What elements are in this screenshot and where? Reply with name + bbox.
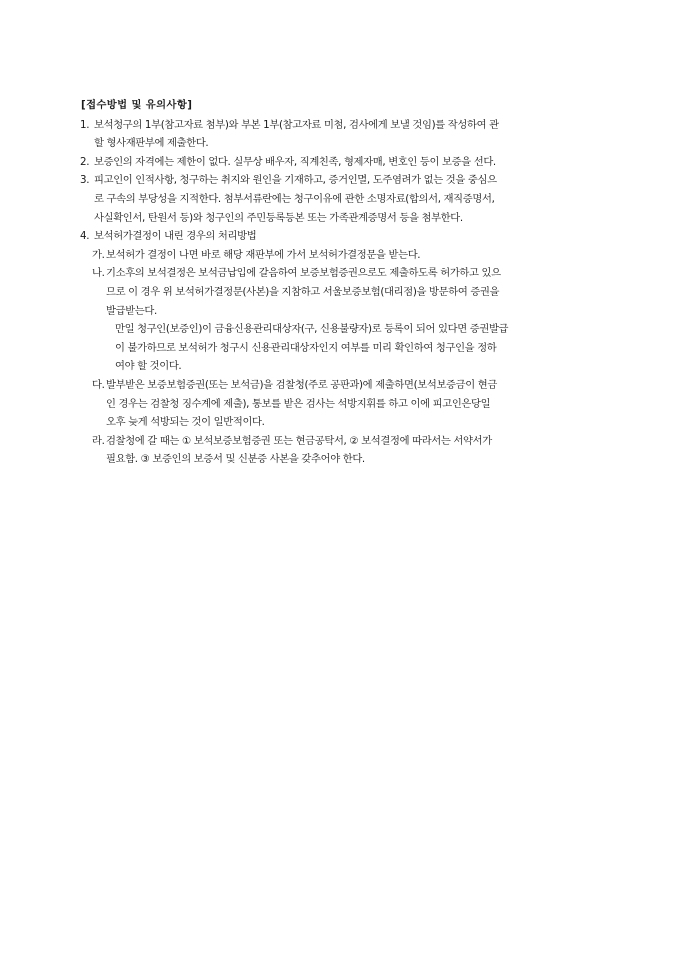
list-item-2 (80, 153, 602, 172)
sub-item-text-line: 기소후의 보석결정은 보석금납입에 갈음하여 보증보험증권으로도 제출하도록 허가하고 있으 (106, 267, 501, 280)
list-item-1 (80, 116, 602, 153)
sub-item-marker: 나. (92, 267, 105, 280)
item-text-line: 사실확인서, 탄원서 등)와 청구인의 주민등록등본 또는 가족관계증명서 등을 첨부한다. (94, 211, 463, 224)
item-text-line: 보석청구의 1부(참고자료 첨부)와 부본 1부(참고자료 미첨, 검사에게 보낼 것임)를 작성하여 관 (94, 118, 499, 131)
list-item-3 (80, 171, 602, 227)
sub-item-text-line: 필요함. ③ 보증인의 보증서 및 신분증 사본을 갖추어야 한다. (106, 453, 365, 466)
note-text-line: 이 불가하므로 보석허가 청구시 신용관리대상자인지 여부를 미리 확인하여 청구인을 정하 (115, 341, 497, 354)
sub-item-ra (80, 432, 602, 469)
sub-item-da (80, 376, 602, 432)
note-text-line: 만일 청구인(보증인)이 금융신용관리대상자(구, 신용불량자)로 등록이 되어 있다면 증권발급 (115, 323, 509, 336)
item-number: 4. (80, 230, 90, 243)
note-text-line: 여야 할 것이다. (115, 360, 182, 373)
sub-item-text-line: 보석허가 결정이 나면 바로 해당 재판부에 가서 보석허가결정문을 받는다. (106, 248, 421, 261)
sub-item-text-line: 오후 늦게 석방되는 것이 일반적이다. (106, 416, 265, 429)
sub-item-text-line: 인 경우는 검찰청 징수계에 제출), 통보를 받은 검사는 석방지휘를 하고 이에 피고인은당일 (106, 397, 491, 410)
item-number: 3. (80, 174, 90, 187)
sub-item-marker: 가. (92, 248, 105, 261)
item-text-line: 보석허가결정이 내린 경우의 처리방법 (94, 230, 257, 243)
item-number: 2. (80, 155, 90, 168)
item-text-line: 로 구속의 부당성을 지적한다. 첨부서류란에는 청구이유에 관한 소명자료(합의서, 재직증명서, (94, 192, 495, 205)
list-item-4 (80, 227, 602, 246)
document-body (80, 96, 602, 469)
sub-item-text-line: 발부받은 보증보험증권(또는 보석금)을 검찰청(주로 공판과)에 제출하면(보석보증금이 현금 (106, 378, 497, 391)
section-heading: [접수방법 및 유의사항] (81, 99, 193, 111)
item-number: 1. (80, 118, 90, 131)
sub-item-text-line: 검찰청에 갈 때는 ① 보석보증보험증권 또는 현금공탁서, ② 보석결정에 따라서는 서약서가 (106, 434, 492, 447)
item-text-line: 보증인의 자격에는 제한이 없다. 실무상 배우자, 직계친족, 형제자매, 변호인 등이 보증을 선다. (94, 155, 496, 168)
sub-item-note (80, 320, 602, 376)
item-text-line: 할 형사재판부에 제출한다. (94, 137, 209, 150)
sub-item-marker: 다. (92, 378, 105, 391)
sub-item-na (80, 264, 602, 320)
sub-item-text-line: 므로 이 경우 위 보석허가결정문(사본)을 지참하고 서울보증보험(대리점)을 방문하여 증권을 (106, 285, 500, 298)
item-text-line: 피고인이 인적사항, 청구하는 취지와 원인을 기재하고, 증거인멸, 도주염려가 없는 것을 중심으 (94, 174, 497, 187)
sub-item-ga (80, 246, 602, 265)
sub-item-marker: 라. (92, 434, 105, 447)
sub-item-text-line: 발급받는다. (106, 304, 157, 317)
